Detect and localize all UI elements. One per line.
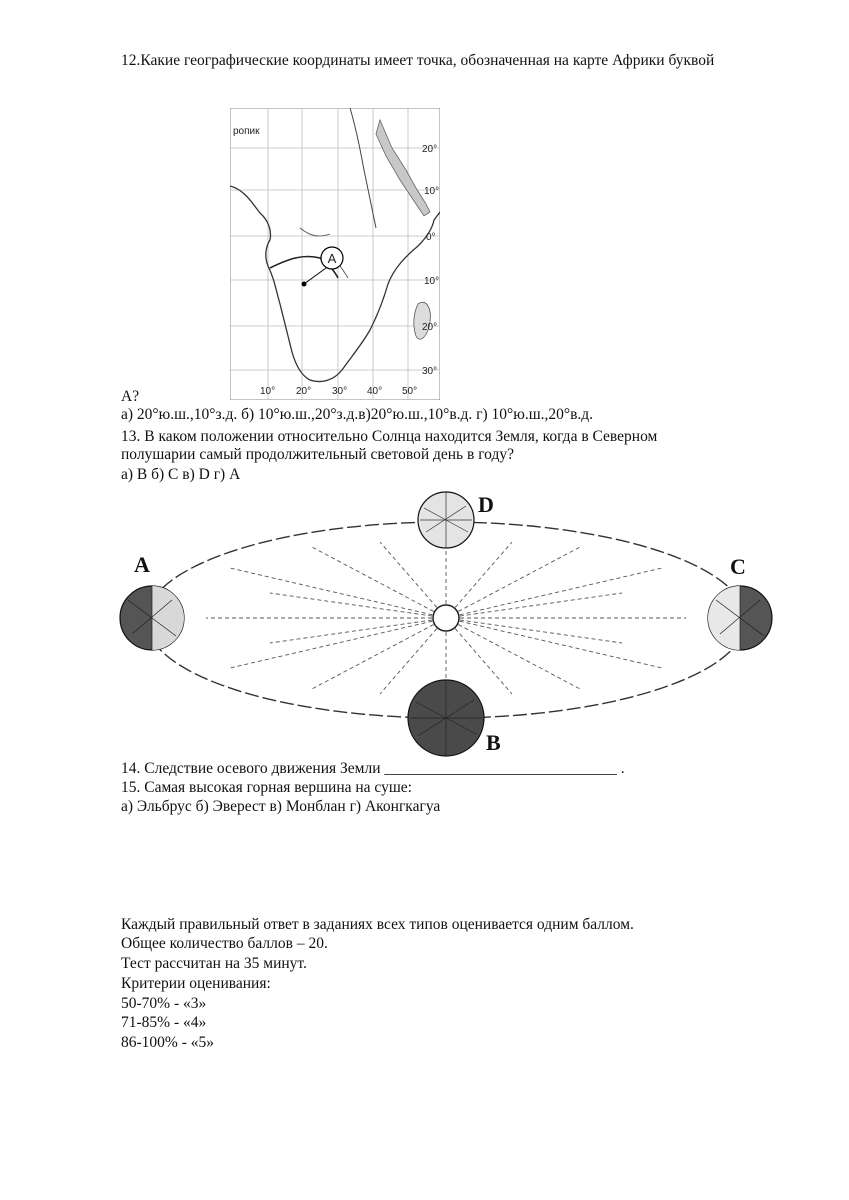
lon-label: 20° [296, 386, 312, 397]
lat-label: 20° [422, 144, 438, 155]
footer-line1: Каждый правильный ответ в заданиях всех типов оценивается одним баллом. [121, 916, 634, 933]
earth-d-icon [418, 492, 474, 548]
footer-line4: Критерии оценивания: [121, 975, 271, 992]
label-a: A [134, 552, 150, 577]
point-a-label: A [327, 251, 337, 266]
lat-label: 10° [424, 186, 440, 197]
africa-map [230, 108, 440, 400]
q13-options: а) В б) С в) D г) А [121, 466, 241, 483]
lat-label: 30° [422, 366, 438, 377]
q13-line1: 13. В каком положении относительно Солнца находится Земля, когда в Северном [121, 428, 658, 445]
q12-suffix: А? [121, 388, 140, 405]
lat-label: 20° [422, 322, 438, 333]
tropic-label: ропик [233, 126, 260, 137]
lon-label: 50° [402, 386, 418, 397]
lat-label: 10° [424, 276, 440, 287]
grade-line: 71-85% - «4» [121, 1014, 207, 1031]
q12-options: а) 20°ю.ш.,10°з.д. б) 10°ю.ш.,20°з.д.в)20°ю.ш.,10°в.д. г) 10°ю.ш.,20°в.д. [121, 406, 594, 423]
q15-options: а) Эльбрус б) Эверест в) Монблан г) Аконгкагуа [121, 798, 441, 815]
label-d: D [478, 492, 494, 517]
lon-label: 10° [260, 386, 276, 397]
q12-question: 12.Какие географические координаты имеет точка, обозначенная на карте Африки буквой [121, 52, 715, 69]
q13-line2: полушарии самый продолжительный световой день в году? [121, 446, 514, 463]
sun-icon [433, 605, 459, 631]
lon-label: 30° [332, 386, 348, 397]
lat-label: 0° [426, 232, 436, 243]
earth-a-icon [120, 586, 184, 650]
grade-line: 86-100% - «5» [121, 1034, 214, 1051]
lon-label: 40° [367, 386, 383, 397]
q14-text: 14. Следствие осевого движения Земли ______________________________ . [121, 760, 625, 777]
earth-c-icon [708, 586, 772, 650]
label-b: B [486, 730, 501, 755]
grade-line: 50-70% - «3» [121, 995, 207, 1012]
earth-orbit-diagram [110, 488, 790, 760]
q15-text: 15. Самая высокая горная вершина на суше: [121, 779, 412, 796]
earth-b-icon [408, 680, 484, 756]
label-c: C [730, 554, 746, 579]
footer-line2: Общее количество баллов – 20. [121, 935, 328, 952]
footer-line3: Тест рассчитан на 35 минут. [121, 955, 307, 972]
